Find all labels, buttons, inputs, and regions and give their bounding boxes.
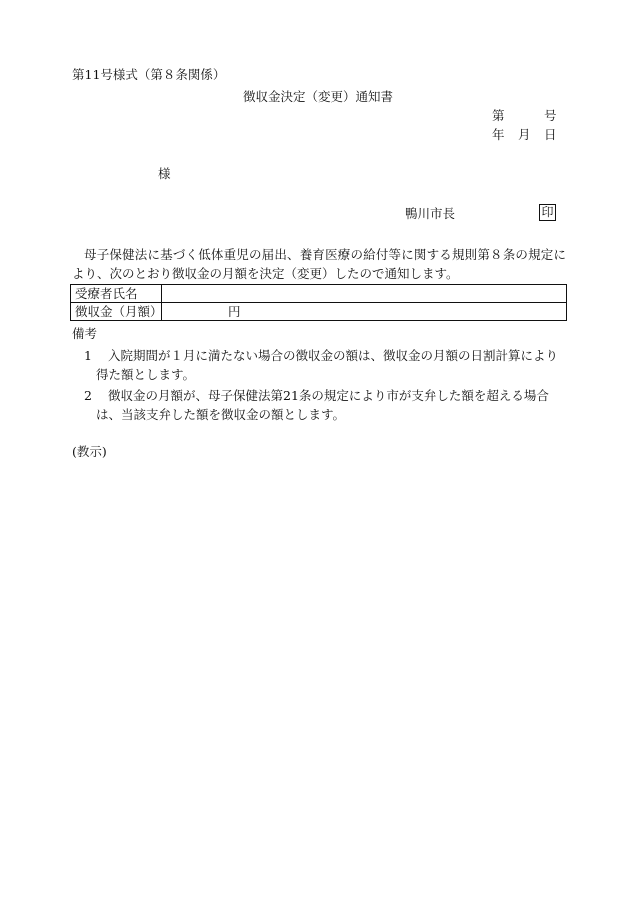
remarks-heading: 備考 [72, 326, 98, 341]
document-title: 徴収金決定（変更）通知書 [243, 89, 394, 104]
number-dai-label: 第 [492, 108, 505, 123]
remark-text: 徴収金の月額が、母子保健法第21条の規定により市が支弁した額を超える場合は、当該支弁した額を徴収金の額とします。 [96, 388, 549, 422]
patient-name-value [162, 285, 567, 303]
form-number: 第11号様式（第８条関係） [72, 67, 226, 82]
addressee-suffix: 様 [158, 166, 171, 181]
patient-name-label: 受療者氏名 [71, 285, 162, 303]
monthly-amount-label: 徴収金（月額） [71, 303, 162, 321]
teaching-label: (教示) [72, 444, 107, 459]
seal-stamp-box: 印 [539, 204, 556, 221]
number-go-label: 号 [544, 108, 557, 123]
date-day-label: 日 [544, 127, 557, 142]
table-row [71, 303, 567, 321]
remark-number: 2 [84, 388, 92, 403]
remark-item [72, 386, 566, 424]
info-table [70, 284, 567, 321]
date-month-label: 月 [518, 127, 531, 142]
issuer-name: 鴨川市長 [405, 206, 456, 221]
monthly-amount-value: 円 [162, 303, 567, 321]
notice-body-text: 母子保健法に基づく低体重児の届出、養育医療の給付等に関する規則第８条の規定により、次のとおり徴収金の月額を決定（変更）したので通知します。 [72, 247, 566, 281]
date-year-label: 年 [492, 127, 505, 142]
remark-number: 1 [84, 348, 92, 363]
remark-item [72, 346, 566, 384]
table-row [71, 285, 567, 303]
remark-text: 入院期間が１月に満たない場合の徴収金の額は、徴収金の月額の日割計算により得た額とします。 [96, 348, 559, 382]
